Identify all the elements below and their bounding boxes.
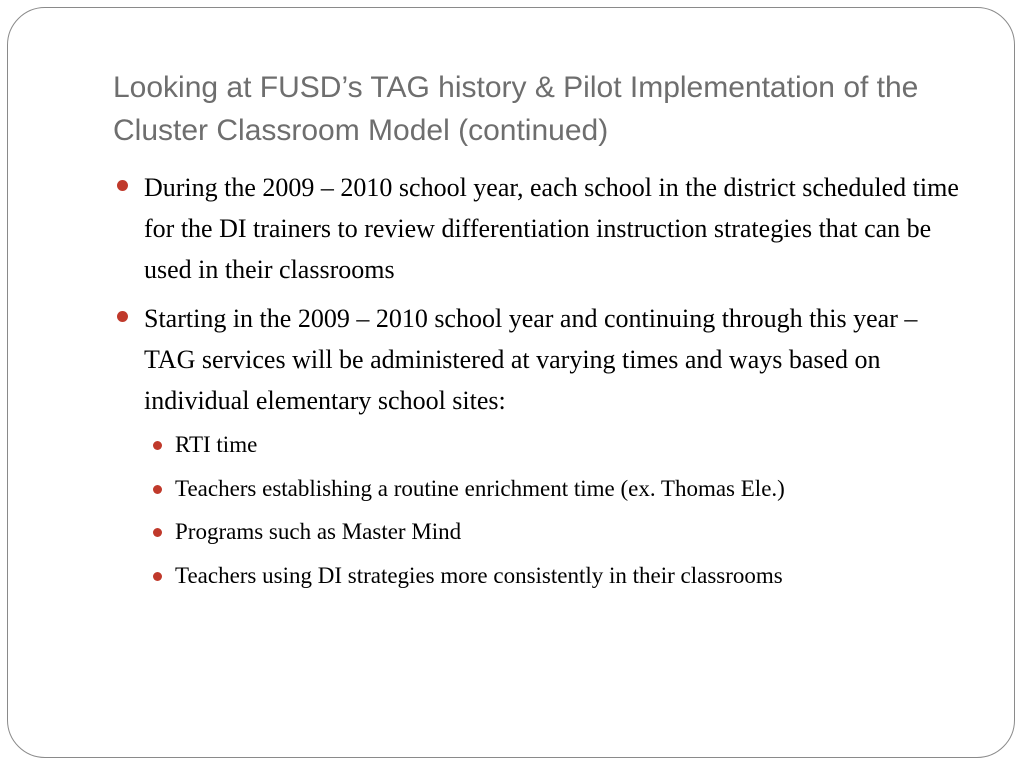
bullet-dot-icon	[117, 180, 128, 191]
bullet-dot-icon	[153, 485, 162, 494]
bullet-dot-icon	[117, 311, 128, 322]
sub-bullet-text: Teachers using DI strategies more consistently in their classrooms	[175, 563, 783, 588]
bullet-text: Starting in the 2009 – 2010 school year and continuing through this year – TAG services will be administered at varying times and ways based on individual elementary school sites:	[144, 304, 918, 415]
bullet-dot-icon	[153, 572, 162, 581]
slide-title: Looking at FUSD’s TAG history & Pilot Implementation of the Cluster Classroom Model (continued)	[113, 71, 919, 147]
sub-bullet-item	[175, 430, 975, 460]
sub-bullet-text: Teachers establishing a routine enrichment time (ex. Thomas Ele.)	[175, 476, 785, 501]
sub-bullet-item	[175, 561, 975, 591]
sub-bullet-item	[175, 474, 975, 504]
bullet-item	[144, 167, 974, 290]
sub-bullet-text: Programs such as Master Mind	[175, 519, 462, 544]
bullet-dot-icon	[153, 441, 162, 450]
bullet-text: During the 2009 – 2010 school year, each school in the district scheduled time for the DI trainers to review differentiation instruction strategies that can be used in their classrooms	[144, 173, 959, 284]
sub-bullet-text: RTI time	[175, 432, 258, 457]
sub-bullet-item	[175, 517, 975, 547]
bullet-dot-icon	[153, 528, 162, 537]
bullet-item	[144, 298, 974, 421]
